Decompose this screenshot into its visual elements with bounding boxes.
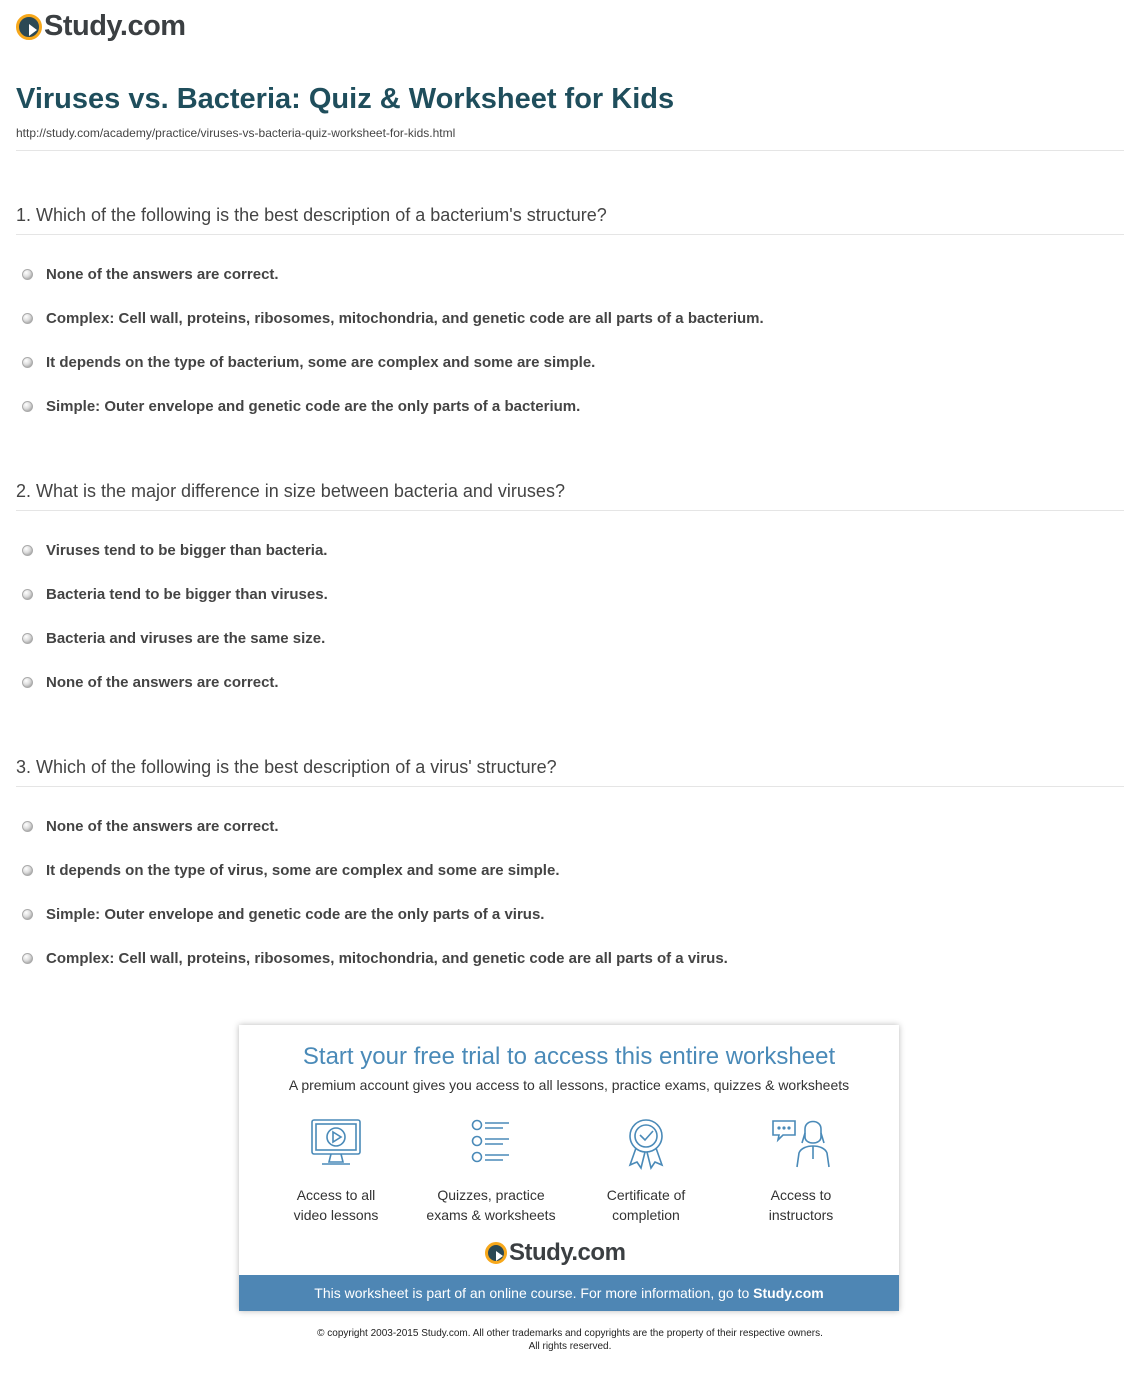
instructor-chat-icon xyxy=(769,1117,833,1171)
promo-subtext: A premium account gives you access to all lessons, practice exams, quizzes & worksheets xyxy=(288,1077,850,1093)
answer-option[interactable] xyxy=(22,310,764,327)
question-divider xyxy=(16,234,1124,235)
answer-text: It depends on the type of bacterium, some are complex and some are simple. xyxy=(46,354,596,371)
award-ribbon-icon xyxy=(614,1117,678,1171)
radio-button[interactable] xyxy=(22,821,33,832)
checklist-icon xyxy=(459,1117,523,1171)
answer-text: Complex: Cell wall, proteins, ribosomes, mitochondria, and genetic code are all parts of a virus. xyxy=(46,950,728,967)
radio-button[interactable] xyxy=(22,953,33,964)
radio-button[interactable] xyxy=(22,909,33,920)
feature-label: Certificate of completion xyxy=(606,1187,686,1223)
answer-option[interactable] xyxy=(22,586,328,603)
radio-button[interactable] xyxy=(22,401,33,412)
answer-option[interactable] xyxy=(22,818,279,835)
radio-button[interactable] xyxy=(22,589,33,600)
question-divider xyxy=(16,786,1124,787)
header-divider xyxy=(16,150,1124,151)
answer-text: Complex: Cell wall, proteins, ribosomes, mitochondria, and genetic code are all parts of a bacterium. xyxy=(46,310,764,327)
radio-button[interactable] xyxy=(22,357,33,368)
answer-text: Simple: Outer envelope and genetic code are the only parts of a bacterium. xyxy=(46,398,581,415)
logo-text: Study.com xyxy=(44,10,186,42)
study-logo[interactable] xyxy=(16,10,186,43)
promo-headline[interactable]: Start your free trial to access this entire worksheet xyxy=(302,1043,836,1070)
answer-text: Bacteria tend to be bigger than viruses. xyxy=(46,586,328,603)
radio-button[interactable] xyxy=(22,677,33,688)
answer-text: None of the answers are correct. xyxy=(46,818,279,835)
answer-text: None of the answers are correct. xyxy=(46,266,279,283)
play-circle-icon xyxy=(485,1242,507,1264)
logo-text: Study.com xyxy=(509,1239,626,1266)
answer-text: Simple: Outer envelope and genetic code are the only parts of a virus. xyxy=(46,906,545,923)
feature-label: Access to instructors xyxy=(768,1187,834,1223)
study-logo[interactable] xyxy=(485,1239,625,1267)
answer-option[interactable] xyxy=(22,398,580,415)
feature-instructors xyxy=(726,1117,876,1225)
feature-quizzes xyxy=(416,1117,566,1225)
answer-text: Viruses tend to be bigger than bacteria. xyxy=(46,542,328,559)
radio-button[interactable] xyxy=(22,313,33,324)
answer-text: Bacteria and viruses are the same size. xyxy=(46,630,326,647)
answer-option[interactable] xyxy=(22,266,279,283)
page-url[interactable]: http://study.com/academy/practice/viruses-vs-bacteria-quiz-worksheet-for-kids.html xyxy=(16,126,456,140)
answer-text: None of the answers are correct. xyxy=(46,674,279,691)
answer-option[interactable] xyxy=(22,906,544,923)
play-circle-icon xyxy=(16,14,42,40)
question-3: 3. Which of the following is the best description of a virus' structure? xyxy=(16,757,557,777)
question-1: 1. Which of the following is the best description of a bacterium's structure? xyxy=(16,205,607,225)
course-info-bar xyxy=(239,1275,899,1311)
radio-button[interactable] xyxy=(22,633,33,644)
feature-label: Access to all video lessons xyxy=(293,1187,379,1223)
feature-label: Quizzes, practice exams & worksheets xyxy=(426,1187,556,1223)
question-2: 2. What is the major difference in size between bacteria and viruses? xyxy=(16,481,565,501)
footer xyxy=(0,1327,1140,1353)
answer-text: It depends on the type of virus, some are complex and some are simple. xyxy=(46,862,560,879)
feature-certificate xyxy=(571,1117,721,1225)
feature-video-lessons xyxy=(261,1117,411,1225)
radio-button[interactable] xyxy=(22,545,33,556)
answer-option[interactable] xyxy=(22,862,560,879)
answer-option[interactable] xyxy=(22,542,327,559)
answer-option[interactable] xyxy=(22,674,279,691)
answer-option[interactable] xyxy=(22,950,728,967)
video-monitor-icon xyxy=(304,1117,368,1171)
course-info-text: This worksheet is part of an online course. For more information, go to xyxy=(314,1285,754,1301)
radio-button[interactable] xyxy=(22,269,33,280)
copyright-text: © copyright 2003-2015 Study.com. All other trademarks and copyrights are the property of their respective owners. xyxy=(317,1328,823,1339)
page-title: Viruses vs. Bacteria: Quiz & Worksheet for Kids xyxy=(16,83,675,115)
question-divider xyxy=(16,510,1124,511)
answer-option[interactable] xyxy=(22,354,595,371)
answer-option[interactable] xyxy=(22,630,325,647)
study-link[interactable]: Study.com xyxy=(753,1285,824,1301)
free-trial-promo xyxy=(239,1025,899,1311)
rights-text: All rights reserved. xyxy=(528,1341,612,1352)
radio-button[interactable] xyxy=(22,865,33,876)
